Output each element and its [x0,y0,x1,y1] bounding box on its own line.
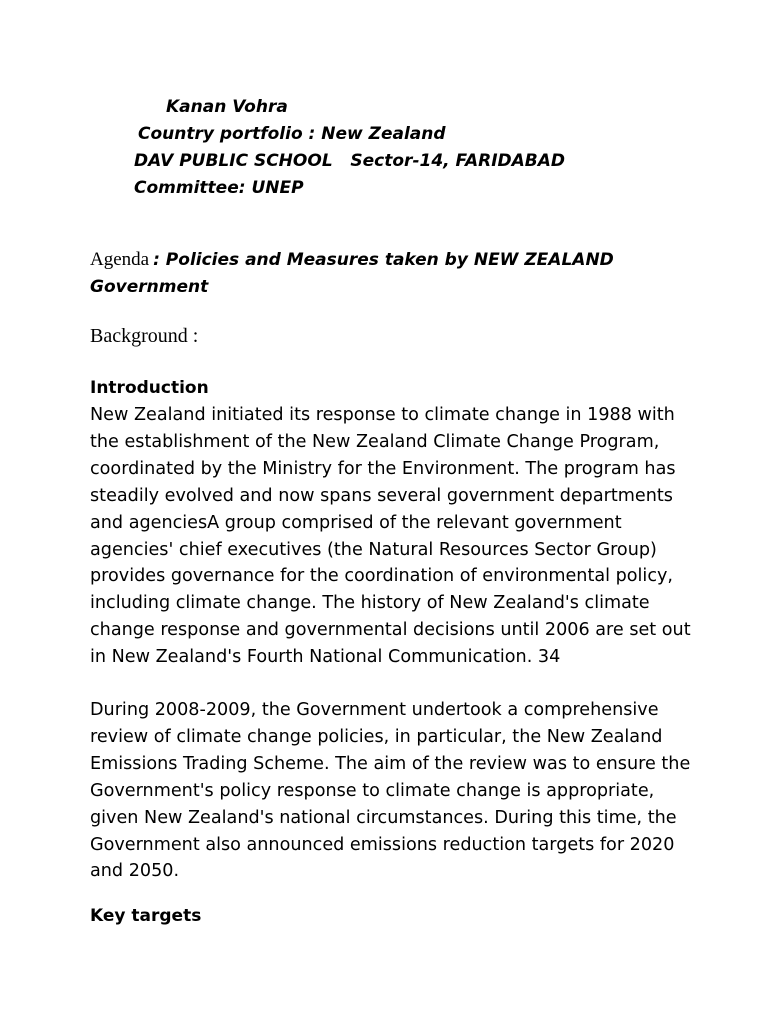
paragraph-line: Emissions Trading Scheme. The aim of the review was to ensure the [90,753,691,774]
paragraph-line: New Zealand initiated its response to climate change in 1988 with [90,405,675,425]
agenda-block [90,246,690,301]
agenda-text-line-2: Government [90,277,209,297]
author-name: Kanan Vohra [166,97,288,117]
paragraph-line: including climate change. The history of New Zealand's climate [90,593,650,614]
paragraph-line: Government also announced emissions reduction targets for 2020 [90,834,675,855]
paragraph-line: provides governance for the coordination of environmental policy, [90,566,673,587]
review-paragraph [90,697,690,885]
background-label: Background : [90,325,199,347]
paragraph-line: in New Zealand's Fourth National Communication. 34 [90,647,561,668]
key-targets-heading: Key targets [90,906,202,926]
agenda-label: Agenda [90,249,150,270]
paragraph-line: During 2008-2009, the Government undertook a comprehensive [90,700,659,720]
paragraph-line: and 2050. [90,861,180,882]
paragraph-line: coordinated by the Ministry for the Environment. The program has [90,458,676,479]
paragraph-line: given New Zealand's national circumstances. During this time, the [90,807,677,828]
paragraph-line: the establishment of the New Zealand Climate Change Program, [90,431,660,452]
paragraph-line: steadily evolved and now spans several government departments [90,485,673,506]
country-portfolio: Country portfolio : New Zealand [138,124,446,144]
introduction-paragraph [90,402,691,671]
school-name: DAV PUBLIC SCHOOL Sector-14, FARIDABAD [134,151,566,171]
paragraph-line: and agenciesA group comprised of the relevant government [90,512,622,533]
introduction-heading: Introduction [90,378,209,398]
committee-name: Committee: UNEP [134,178,304,198]
agenda-text-line-1: : Policies and Measures taken by NEW ZEALAND [153,250,614,270]
paragraph-line: change response and governmental decisions until 2006 are set out [90,620,691,641]
paragraph-line: review of climate change policies, in particular, the New Zealand [90,726,663,747]
paragraph-line: Government's policy response to climate change is appropriate, [90,780,655,801]
paragraph-line: agencies' chief executives (the Natural Resources Sector Group) [90,539,657,560]
